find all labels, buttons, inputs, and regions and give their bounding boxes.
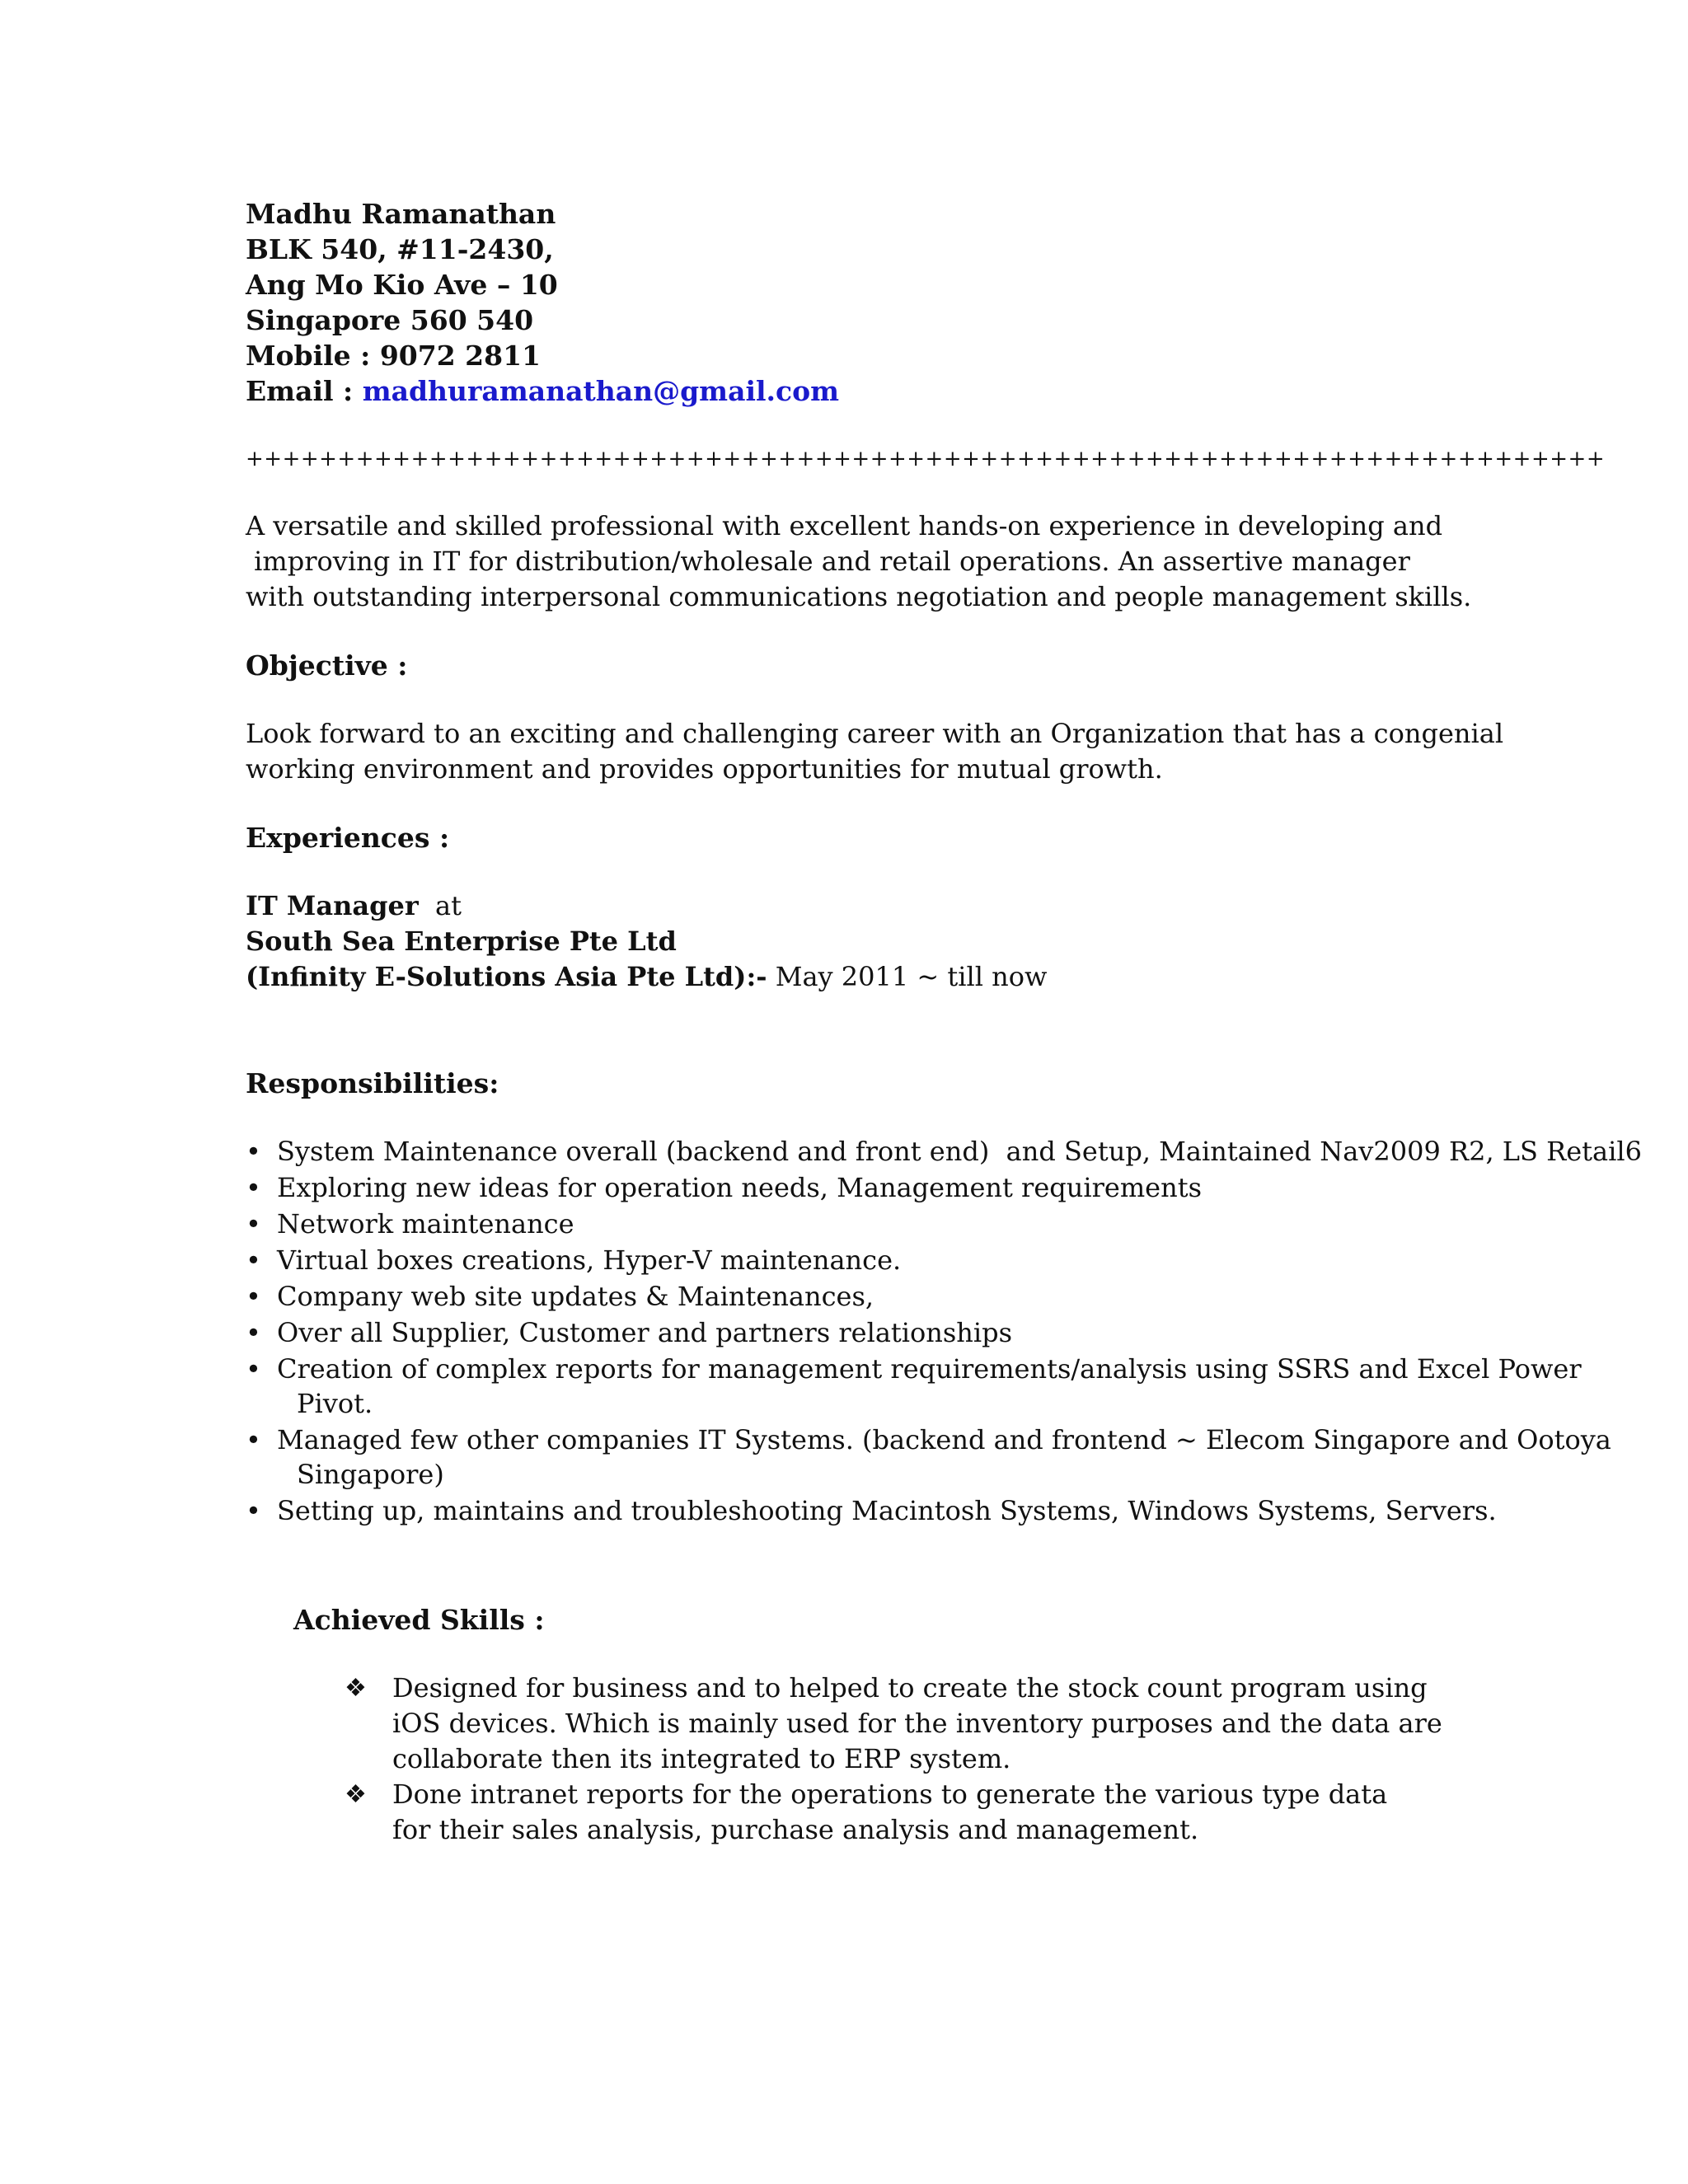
achieved-skills-heading: Achieved Skills : (293, 1604, 545, 1636)
contact-email-label: Email : (246, 375, 363, 407)
job-title: IT Manager (246, 890, 419, 921)
job-at: at (418, 890, 462, 921)
bullet-icon: • (246, 1208, 261, 1240)
objective-line: working environment and provides opportunities for mutual growth. (246, 753, 1163, 785)
list-item-text: Network maintenance (277, 1208, 574, 1240)
bullet-icon: • (246, 1424, 261, 1455)
contact-block (246, 196, 1606, 409)
summary-line: with outstanding interpersonal communications negotiation and people management skills. (246, 581, 1472, 612)
bullet-icon: • (246, 1281, 261, 1312)
bullet-icon: • (246, 1317, 261, 1348)
bullet-icon: • (246, 1136, 261, 1167)
responsibilities-list (246, 1134, 1642, 1528)
plus-separator: ++++++++++++++++++++++++++++++++++++++++++++++++++++++++++++++++++++++++++ (246, 447, 1606, 471)
contact-name: Madhu Ramanathan (246, 198, 556, 230)
list-item-text: Over all Supplier, Customer and partners relationships (277, 1317, 1013, 1348)
contact-address-line2: Ang Mo Kio Ave – 10 (246, 269, 558, 301)
objective-heading: Objective : (246, 649, 408, 682)
list-item (246, 1315, 1606, 1350)
list-item (246, 1170, 1606, 1205)
diamond-bullet-icon: ❖ (345, 1780, 367, 1809)
resume-content (246, 196, 1642, 1848)
contact-email-link[interactable]: madhuramanathan@gmail.com (362, 375, 840, 407)
list-item (246, 1493, 1606, 1528)
list-item-text: Company web site updates & Maintenances, (277, 1281, 874, 1312)
list-item-text: Managed few other companies IT Systems. (backend and frontend ~ Elecom Singapore and Ootoya (277, 1424, 1611, 1455)
job-company-alt-line (246, 959, 1606, 995)
objective-paragraph (246, 716, 1606, 787)
list-item-text: Setting up, maintains and troubleshooting Macintosh Systems, Windows Systems, Servers. (277, 1495, 1497, 1526)
contact-email-line (246, 373, 1606, 409)
job-company-alt: (Infinity E-Solutions Asia Pte Ltd):- (246, 961, 767, 992)
diamond-bullet-icon: ❖ (345, 1674, 367, 1703)
list-item-text: Creation of complex reports for management requirements/analysis using SSRS and Excel Power (277, 1353, 1582, 1385)
job-company: South Sea Enterprise Pte Ltd (246, 926, 677, 957)
skill-line: collaborate then its integrated to ERP system. (392, 1743, 1011, 1774)
list-item-continuation: Pivot. (297, 1388, 373, 1419)
contact-address-line3: Singapore 560 540 (246, 304, 534, 336)
skill-line: iOS devices. Which is mainly used for the inventory purposes and the data are (392, 1708, 1442, 1739)
contact-mobile: Mobile : 9072 2811 (246, 340, 542, 372)
list-item (246, 1422, 1611, 1492)
list-item-text: Virtual boxes creations, Hyper-V maintenance. (277, 1244, 902, 1276)
objective-line: Look forward to an exciting and challenging career with an Organization that has a congenial (246, 718, 1504, 749)
summary-line: improving in IT for distribution/wholesale and retail operations. An assertive manager (246, 546, 1410, 577)
list-item (345, 1777, 1606, 1848)
job-title-line (246, 888, 1606, 924)
skill-line: Done intranet reports for the operations to generate the various type data (392, 1779, 1388, 1810)
contact-address-line1: BLK 540, #11-2430, (246, 233, 554, 265)
experiences-heading: Experiences : (246, 822, 450, 854)
list-item-continuation: Singapore) (297, 1459, 444, 1490)
summary-paragraph (246, 509, 1606, 615)
list-item (246, 1352, 1606, 1421)
responsibilities-heading: Responsibilities: (246, 1067, 499, 1099)
bullet-icon: • (246, 1172, 261, 1203)
list-item (246, 1134, 1642, 1169)
job-block (246, 888, 1606, 995)
bullet-icon: • (246, 1244, 261, 1276)
list-item (246, 1279, 1606, 1314)
list-item (345, 1671, 1606, 1777)
job-period: May 2011 ~ till now (767, 961, 1048, 992)
list-item-text: Exploring new ideas for operation needs, Management requirements (277, 1172, 1202, 1203)
list-item (246, 1243, 1606, 1277)
skill-line: for their sales analysis, purchase analysis and management. (392, 1814, 1199, 1845)
list-item (246, 1207, 1606, 1241)
skill-line: Designed for business and to helped to create the stock count program using (392, 1672, 1428, 1704)
list-item-text: System Maintenance overall (backend and front end) and Setup, Maintained Nav2009 R2, LS Retail6 (277, 1136, 1642, 1167)
summary-line: A versatile and skilled professional with excellent hands-on experience in developing and (246, 510, 1443, 541)
achieved-skills-list (345, 1671, 1606, 1848)
bullet-icon: • (246, 1353, 261, 1385)
bullet-icon: • (246, 1495, 261, 1526)
